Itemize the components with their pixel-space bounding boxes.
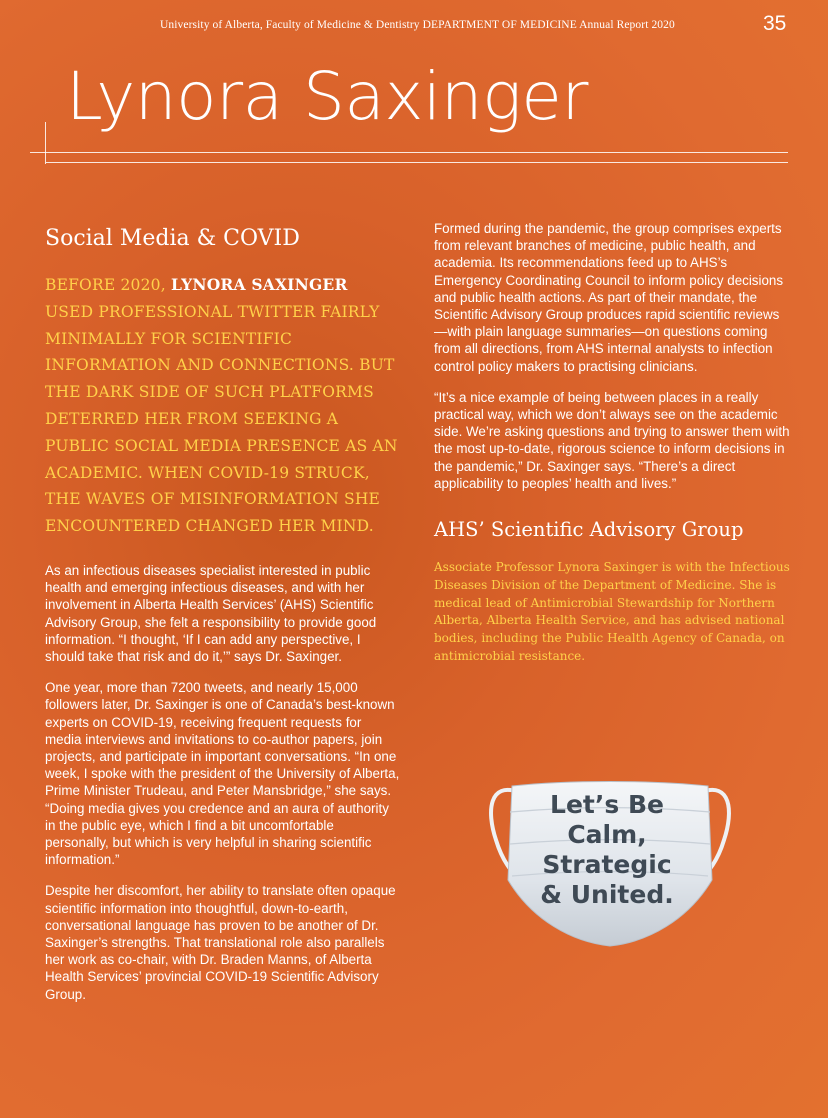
mask-slogan-line: Strategic <box>542 850 672 879</box>
pull-quote-rest: USED PROFESSIONAL TWITTER FAIRLY MINIMALLY FOR SCIENTIFIC INFORMATION AND CONNECTIONS. BUT THE DARK SIDE OF SUCH PLATFORMS DETERRED HER FROM SEEKING A PUBLIC SOCIAL MEDIA PRESENCE AS AN ACADEMIC. WHEN COVID-19 STRUCK, THE WAVES OF MISINFORMATION SHE ENCOUNTERED CHANGED HER MIND. <box>45 302 398 536</box>
page-number: 35 <box>763 12 787 35</box>
pull-quote-name: LYNORA SAXINGER <box>170 275 348 294</box>
running-head: University of Alberta, Faculty of Medicine & Dentistry DEPARTMENT OF MEDICINE Annual Report 2020 <box>160 19 675 31</box>
mask-slogan-line: Calm, <box>567 820 647 849</box>
section-heading-social-media: Social Media & COVID <box>45 226 300 251</box>
section-heading-advisory-group: AHS’ Scientific Advisory Group <box>434 518 744 542</box>
pull-quote-lead: BEFORE 2020, <box>45 276 171 294</box>
body-paragraph: As an infectious diseases specialist interested in public health and emerging infectious diseases, and with her involvement in Alberta Health Services’ (AHS) Scientific Advisory Group, she felt a responsibility to provide good information. “I thought, ‘If I can add any perspective, I should take that risk and do it,’” says Dr. Saxinger. <box>45 562 377 664</box>
page-title: Lynora Saxinger <box>66 58 588 135</box>
author-bio: Associate Professor Lynora Saxinger is with the Infectious Diseases Division of the Department of Medicine. She is medical lead of Antimicrobial Stewardship for Northern Alberta, Alberta Health Service, and has advised national bodies, including the Public Health Agency of Canada, on antimicrobial resistance. <box>434 560 790 664</box>
title-rule-vertical <box>45 122 46 164</box>
left-column <box>45 226 400 1003</box>
mask-slogan-line: & United. <box>540 880 674 909</box>
body-paragraph: One year, more than 7200 tweets, and nearly 15,000 followers later, Dr. Saxinger is one of Canada’s best-known experts on COVID-19, receiving frequent requests for media interviews and invitations to co-author papers, join projects, and participate in important conversations. “In one week, I spoke with the president of the University of Alberta, Prime Minister Trudeau, and Peter Mansbridge,” she says. “Doing media gives you credence and an aura of authority in the public eye, which I find a bit uncomfortable personally, but which is very helpful in sharing scientific information.” <box>45 680 400 868</box>
body-paragraph: “It’s a nice example of being between places in a really practical way, which we don’t always see on the academic side. We’re asking questions and trying to answer them with the most up-to-date, rigorous science to inform decisions in the pandemic,” Dr. Saxinger says. “There’s a direct applicability to peoples’ health and lives.” <box>434 389 790 491</box>
body-paragraph: Formed during the pandemic, the group comprises experts from relevant branches of medicine, public health, and academia. Its recommendations feed up to AHS’s Emergency Coordinating Council to inform policy decisions and public health actions. As part of their mandate, the Scientific Advisory Group produces rapid scientific reviews—with plain language summaries—on questions coming from all directions, from AHS internal analysts to infection control policy makers to practising clinicians. <box>434 221 784 374</box>
mask-slogan <box>522 790 692 910</box>
pull-quote <box>45 272 400 540</box>
mask-slogan-line: Let’s Be <box>550 790 664 819</box>
body-paragraph: Despite her discomfort, her ability to translate often opaque scientific information into thoughtful, down-to-earth, conversational language has proven to be another of Dr. Saxinger’s strengths. That translational role also parallels her work as co-chair, with Dr. Braden Manns, of Alberta Health Services’ provincial COVID-19 Scientific Advisory Group. <box>45 883 396 1002</box>
title-rule-top <box>30 152 788 153</box>
title-rule-bottom <box>46 162 788 163</box>
right-column <box>434 220 792 666</box>
